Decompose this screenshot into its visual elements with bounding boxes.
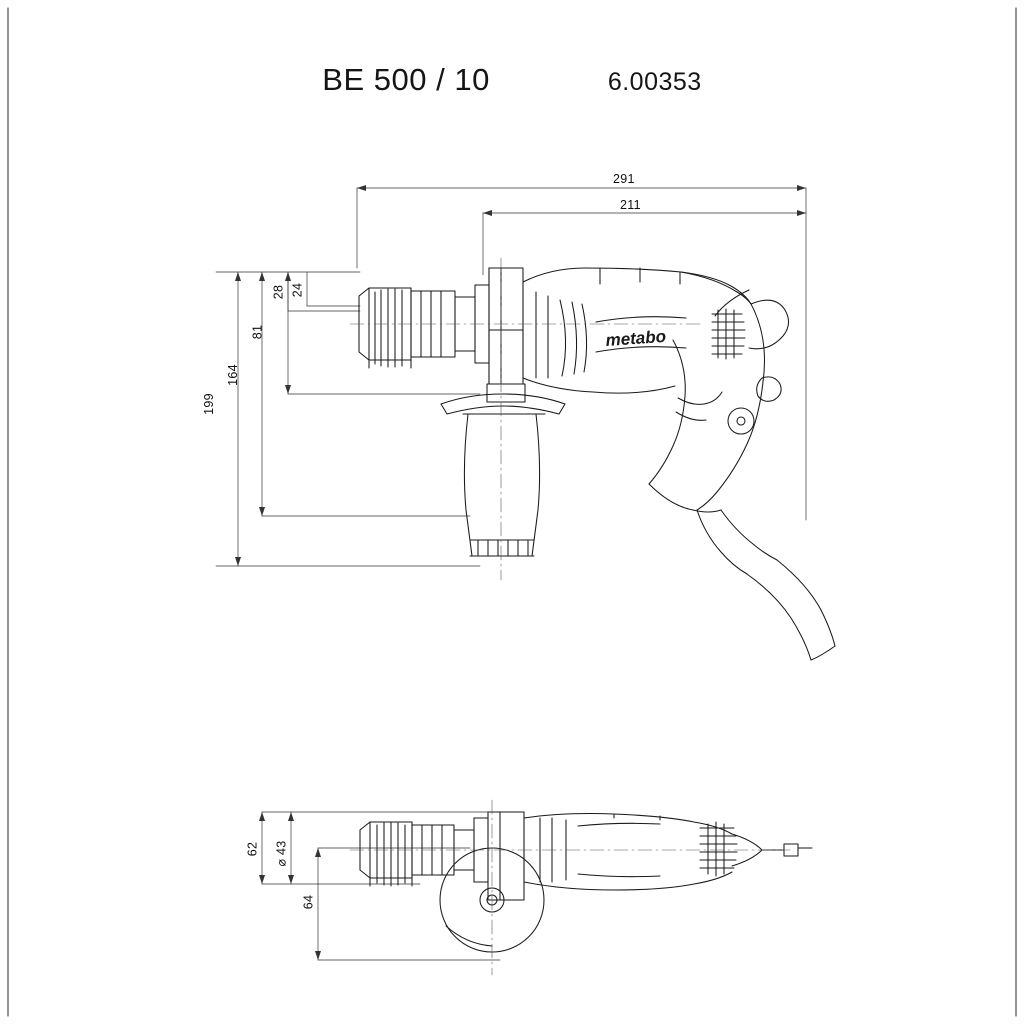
dim-body-height: 62 — [245, 841, 260, 857]
dim-spindle-offset: 24 — [290, 282, 305, 298]
dim-chuck-offset-small: 28 — [271, 284, 286, 300]
side-view-drill — [359, 268, 835, 660]
top-view-drill — [360, 812, 812, 952]
dim-handle-ring-width: 64 — [301, 894, 316, 910]
dim-overall-height: 199 — [201, 393, 216, 415]
side-view-dimensions — [216, 185, 806, 566]
svg-text:metabo: metabo — [604, 326, 667, 350]
dim-overall-length: 291 — [613, 172, 635, 186]
page-title: BE 500 / 10 — [322, 62, 490, 97]
dim-height-to-grip: 164 — [225, 364, 240, 386]
dim-body-length: 211 — [620, 198, 641, 212]
dim-axis-to-handle: 81 — [250, 324, 265, 340]
order-code: 6.00353 — [607, 68, 702, 96]
dim-collar-diameter: ⌀ 43 — [274, 840, 289, 867]
page-frame — [8, 8, 1016, 1016]
